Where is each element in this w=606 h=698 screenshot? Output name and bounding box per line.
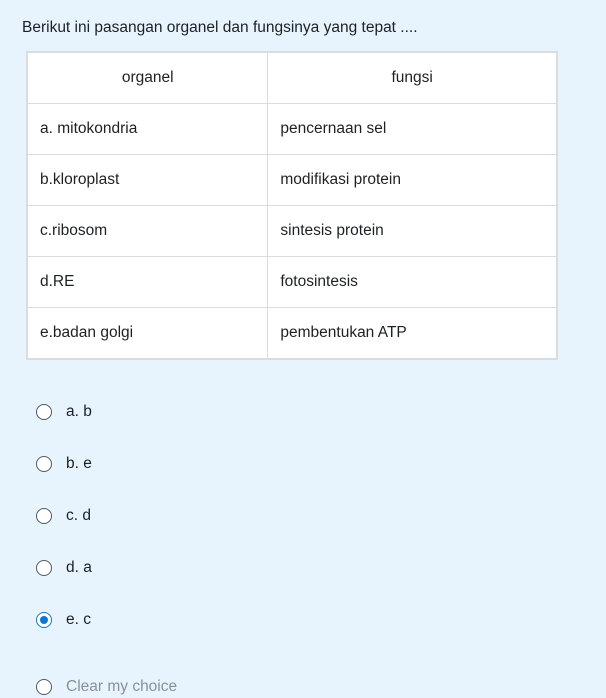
table-cell-fungsi: modifikasi protein: [268, 154, 557, 205]
answer-option-label: b. e: [66, 454, 92, 472]
answer-option-a[interactable]: [36, 386, 590, 438]
table-header-fungsi: fungsi: [268, 52, 557, 103]
radio-button-icon-selected[interactable]: [36, 612, 52, 628]
answer-option-label: e. c: [66, 610, 91, 628]
clear-my-choice-option[interactable]: [36, 676, 177, 698]
clear-my-choice-label: Clear my choice: [66, 678, 178, 695]
table-cell-fungsi: fotosintesis: [268, 256, 557, 307]
table-row: [28, 256, 557, 307]
organel-function-table: [27, 52, 557, 359]
table-cell-organel: e.badan golgi: [28, 307, 268, 358]
answer-option-label: c. d: [66, 506, 91, 524]
table-cell-organel: a. mitokondria: [28, 103, 268, 154]
table-cell-fungsi: pencernaan sel: [268, 103, 557, 154]
table-header-organel: organel: [28, 52, 268, 103]
organel-table-container: [26, 51, 558, 360]
answer-option-label: d. a: [66, 558, 92, 576]
table-row: [28, 103, 557, 154]
answer-option-b[interactable]: [36, 438, 590, 490]
table-cell-organel: d.RE: [28, 256, 268, 307]
answer-option-c[interactable]: [36, 490, 590, 542]
table-row: [28, 205, 557, 256]
radio-button-icon[interactable]: [36, 560, 52, 576]
table-cell-fungsi: pembentukan ATP: [268, 307, 557, 358]
table-cell-organel: c.ribosom: [28, 205, 268, 256]
radio-button-icon[interactable]: [36, 679, 52, 695]
question-text: Berikut ini pasangan organel dan fungsinya yang tepat ....: [22, 19, 418, 36]
answer-option-label: a. b: [66, 402, 92, 420]
table-header-row: [28, 52, 557, 103]
table-cell-organel: b.kloroplast: [28, 154, 268, 205]
table-row: [28, 307, 557, 358]
radio-button-icon[interactable]: [36, 456, 52, 472]
radio-button-icon[interactable]: [36, 404, 52, 420]
table-cell-fungsi: sintesis protein: [268, 205, 557, 256]
answer-options-list: [36, 386, 590, 646]
answer-option-d[interactable]: [36, 542, 590, 594]
radio-button-icon[interactable]: [36, 508, 52, 524]
answer-option-e[interactable]: [36, 594, 590, 646]
table-row: [28, 154, 557, 205]
